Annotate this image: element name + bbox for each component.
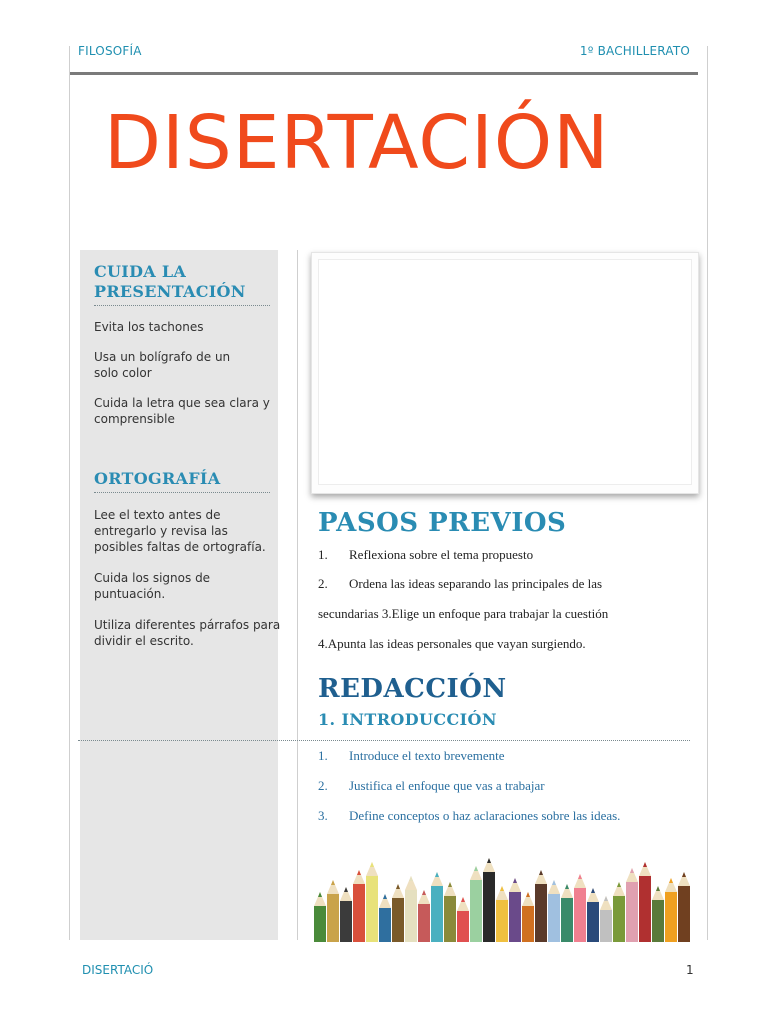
pencil-body <box>600 910 612 942</box>
pencil-body <box>340 901 352 942</box>
pencil-lead <box>422 890 426 895</box>
image-frame <box>311 252 699 494</box>
pencil-lead <box>357 870 361 875</box>
pencil-body <box>678 886 690 942</box>
pencil <box>613 882 625 942</box>
step-text: secundarias 3.Elige un enfoque para trabajar la cuestión <box>318 606 609 621</box>
pencil-lead <box>500 886 504 891</box>
image-placeholder <box>318 259 692 485</box>
pencil-body <box>587 902 599 942</box>
step-number: 2. <box>318 576 328 591</box>
footer-page-number: 1 <box>686 963 694 977</box>
pencil <box>639 862 651 942</box>
sidebar-text: Cuida los signos de <box>94 571 211 585</box>
pencil <box>587 888 599 942</box>
pencil-body <box>457 911 469 942</box>
pencil-lead <box>461 897 465 902</box>
heading-line: CUIDA LA <box>94 262 187 281</box>
sidebar-item <box>94 570 210 602</box>
pencil-body <box>535 884 547 942</box>
pencil-lead <box>669 878 673 883</box>
step-number: 1. <box>318 547 328 562</box>
intro-number: 2. <box>318 778 328 793</box>
footer-title: DISERTACIÓ <box>82 963 154 977</box>
pencil-body <box>613 896 625 942</box>
intro-number: 1. <box>318 748 328 763</box>
pencil-body <box>522 906 534 942</box>
sidebar-item <box>94 395 270 427</box>
pencil-body <box>652 900 664 942</box>
intro-text: Introduce el texto brevemente <box>349 748 505 763</box>
pencil-lead <box>604 896 608 901</box>
sidebar-text: dividir el escrito. <box>94 634 194 648</box>
pencil <box>548 880 560 942</box>
dotted-divider <box>78 740 690 741</box>
pencil-body <box>483 872 495 942</box>
sidebar-item <box>94 319 203 335</box>
pencil <box>327 880 339 942</box>
sidebar-text: posibles faltas de ortografía. <box>94 540 266 554</box>
pencil-lead <box>409 876 413 881</box>
pencil-lead <box>318 892 322 897</box>
dotted-divider <box>94 305 270 306</box>
colored-pencils-illustration <box>314 852 692 942</box>
pencil-lead <box>552 880 556 885</box>
pencil <box>431 872 443 942</box>
pencil-lead <box>331 880 335 885</box>
page-title: DISERTACIÓN <box>104 100 610 186</box>
pencil <box>470 866 482 942</box>
section-heading-redaccion: REDACCIÓN <box>318 674 507 704</box>
pencil-lead <box>474 866 478 871</box>
pencil <box>652 886 664 942</box>
pencil-body <box>327 894 339 942</box>
pencil <box>509 878 521 942</box>
pencil-body <box>639 876 651 942</box>
step-text: Reflexiona sobre el tema propuesto <box>349 547 534 562</box>
pencil-body <box>665 892 677 942</box>
pencil <box>314 892 326 942</box>
pencil-lead <box>370 862 374 867</box>
pencil-body <box>574 888 586 942</box>
pencil-lead <box>526 892 530 897</box>
subheading-introduccion: 1. INTRODUCCIÓN <box>318 710 497 729</box>
sidebar-text: Lee el texto antes de <box>94 508 221 522</box>
header-course: 1º BACHILLERATO <box>579 44 690 58</box>
column-divider <box>297 250 298 940</box>
pencil-body <box>496 900 508 942</box>
pencil-lead <box>643 862 647 867</box>
pencil-lead <box>617 882 621 887</box>
sidebar-text: Cuida la letra que sea clara y <box>94 396 270 410</box>
pencil-lead <box>682 872 686 877</box>
pencil <box>626 868 638 942</box>
sidebar-text: Evita los tachones <box>94 320 204 334</box>
pencil <box>392 884 404 942</box>
pencil-lead <box>396 884 400 889</box>
pencil <box>457 897 469 942</box>
pencil <box>366 862 378 942</box>
pencil-lead <box>591 888 595 893</box>
pencil <box>483 858 495 942</box>
sidebar-heading-ortografia: ORTOGRAFÍA <box>94 469 221 488</box>
pencil-body <box>379 908 391 942</box>
page-right-border <box>707 46 708 940</box>
pencil-lead <box>539 870 543 875</box>
step-text: 4.Apunta las ideas personales que vayan surgiendo. <box>318 636 586 651</box>
header-subject: FILOSOFÍA <box>78 44 142 58</box>
pencil-body <box>431 886 443 942</box>
pencil-body <box>509 892 521 942</box>
sidebar-text: entregarlo y revisa las <box>94 524 228 538</box>
pencil-lead <box>565 884 569 889</box>
pencil <box>600 896 612 942</box>
pencil-lead <box>344 887 348 892</box>
pencil-body <box>548 894 560 942</box>
pencil <box>405 876 417 942</box>
pencil <box>496 886 508 942</box>
pencil <box>561 884 573 942</box>
pencil-lead <box>448 882 452 887</box>
pencil <box>340 887 352 942</box>
pencil <box>353 870 365 942</box>
pencil-lead <box>383 894 387 899</box>
pencil <box>418 890 430 942</box>
intro-text: Define conceptos o haz aclaraciones sobre las ideas. <box>349 808 621 823</box>
sidebar-text: Utiliza diferentes párrafos para <box>94 618 281 632</box>
step-text: Ordena las ideas separando las principales de las <box>349 576 603 591</box>
pencil-body <box>353 884 365 942</box>
pencil-body <box>561 898 573 942</box>
header-rule <box>70 72 698 75</box>
page-left-border <box>69 46 70 940</box>
pencil-lead <box>656 886 660 891</box>
heading-line: PRESENTACIÓN <box>94 282 246 301</box>
sidebar-text: Usa un bolígrafo de un <box>94 350 231 364</box>
pencil-body <box>444 896 456 942</box>
pencil-lead <box>630 868 634 873</box>
intro-text: Justifica el enfoque que vas a trabajar <box>349 778 545 793</box>
pencil-lead <box>435 872 439 877</box>
pencil-body <box>392 898 404 942</box>
pencil-lead <box>487 858 491 863</box>
sidebar-heading-presentacion <box>94 262 246 302</box>
pencil <box>574 874 586 942</box>
sidebar-item <box>94 507 266 555</box>
pencil <box>522 892 534 942</box>
pencil <box>535 870 547 942</box>
pencil-body <box>405 890 417 942</box>
pencil-lead <box>578 874 582 879</box>
pencil-lead <box>513 878 517 883</box>
sidebar-text: comprensible <box>94 412 175 426</box>
pencil-body <box>626 882 638 942</box>
sidebar-text: puntuación. <box>94 587 166 601</box>
intro-number: 3. <box>318 808 328 823</box>
sidebar-item <box>94 617 280 649</box>
pencil-body <box>314 906 326 942</box>
sidebar-item <box>94 349 230 381</box>
pencil-body <box>366 876 378 942</box>
dotted-divider <box>94 492 270 493</box>
pencil <box>665 878 677 942</box>
pencil-body <box>470 880 482 942</box>
pencil <box>444 882 456 942</box>
sidebar-text: solo color <box>94 366 152 380</box>
pencil-body <box>418 904 430 942</box>
section-heading-pasos: PASOS PREVIOS <box>318 508 567 538</box>
pencil <box>379 894 391 942</box>
pencil <box>678 872 690 942</box>
